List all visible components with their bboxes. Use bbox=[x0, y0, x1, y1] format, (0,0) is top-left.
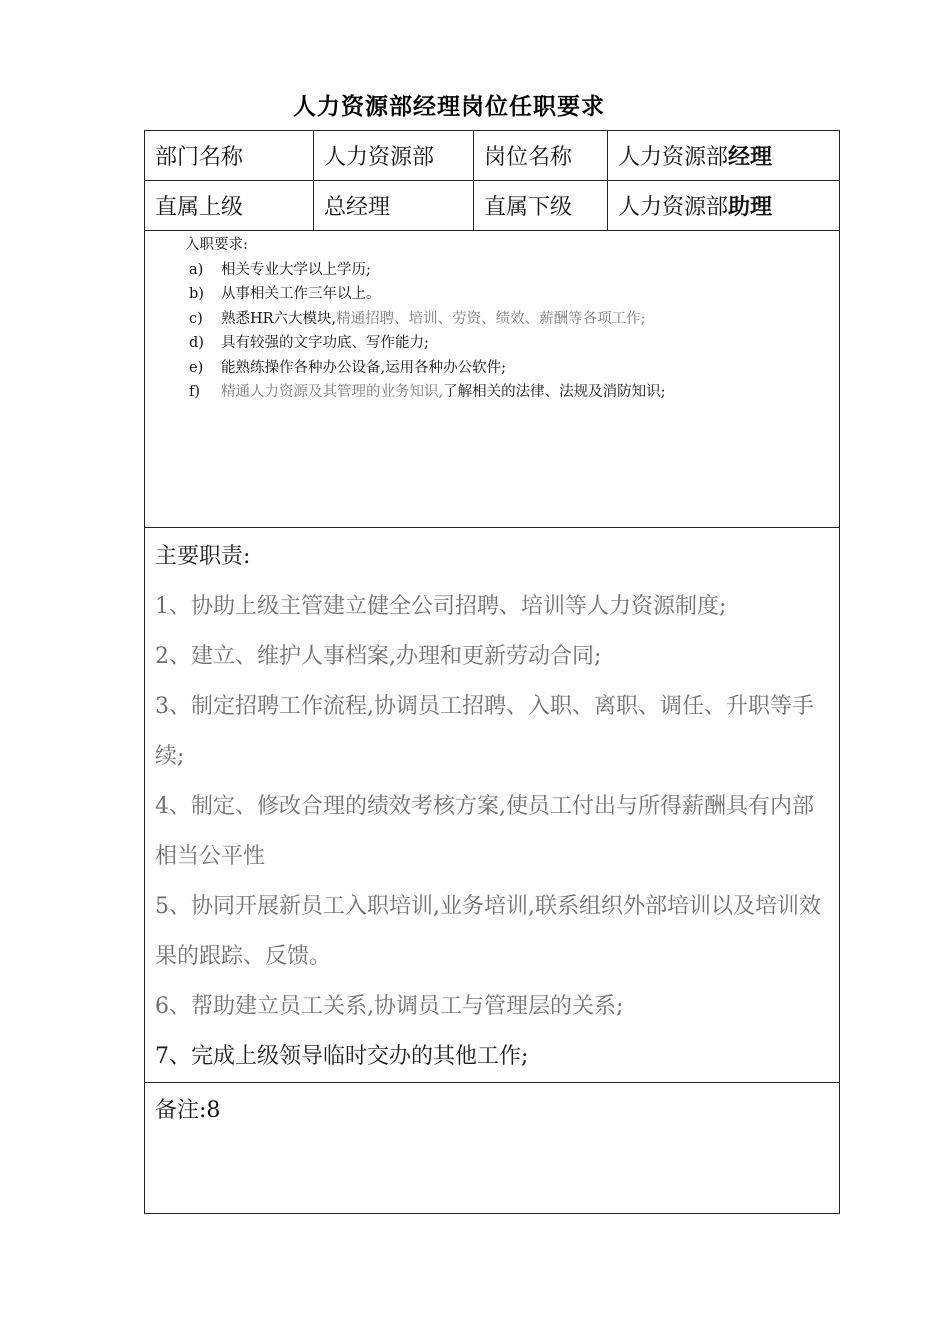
subordinate-value-prefix: 人力资源部 bbox=[618, 195, 729, 220]
duty-item: 6、帮助建立员工关系,协调员工与管理层的关系; bbox=[155, 994, 624, 1019]
item-marker: d) bbox=[189, 335, 204, 351]
requirement-item bbox=[185, 307, 833, 332]
item-text: 相关专业大学以上学历; bbox=[221, 261, 371, 278]
duty-item: 5、协同开展新员工入职培训,业务培训,联系组织外部培训以及培训效果的跟踪、反馈。 bbox=[155, 894, 821, 969]
duty-item: 2、建立、维护人事档案,办理和更新劳动合同; bbox=[155, 644, 602, 669]
requirements-list bbox=[185, 258, 833, 405]
item-marker: a) bbox=[189, 261, 204, 278]
requirement-item bbox=[185, 356, 833, 381]
item-text: 具有较强的文字功底、写作能力; bbox=[221, 335, 429, 351]
dept-label: 部门名称 bbox=[145, 131, 314, 181]
post-label: 岗位名称 bbox=[474, 131, 608, 181]
header-row-1 bbox=[145, 131, 840, 181]
subordinate-value bbox=[608, 181, 840, 231]
requirement-item bbox=[185, 258, 833, 283]
requirements-heading: 入职要求: bbox=[185, 237, 248, 253]
requirement-item bbox=[185, 331, 833, 356]
item-marker: c) bbox=[189, 310, 203, 327]
note-cell: 备注:8 bbox=[145, 1083, 840, 1214]
requirement-item bbox=[185, 282, 833, 307]
superior-value: 总经理 bbox=[314, 181, 474, 231]
duty-item: 7、完成上级领导临时交办的其他工作; bbox=[155, 1044, 529, 1069]
note-row bbox=[145, 1083, 840, 1214]
duties-heading: 主要职责: bbox=[155, 544, 251, 569]
duty-item: 3、制定招聘工作流程,协调员工招聘、入职、离职、调任、升职等手续; bbox=[155, 694, 814, 769]
item-marker: b) bbox=[189, 286, 204, 302]
requirements-row bbox=[145, 231, 840, 528]
duty-item: 1、协助上级主管建立健全公司招聘、培训等人力资源制度; bbox=[155, 594, 727, 619]
post-value bbox=[608, 131, 840, 181]
page-title: 人力资源部经理岗位任职要求 bbox=[293, 94, 605, 120]
item-marker: f) bbox=[189, 384, 201, 400]
item-text-dark: 熟悉HR六大模块, bbox=[221, 310, 337, 327]
item-text: 从事相关工作三年以上。 bbox=[221, 286, 381, 302]
requirements-cell bbox=[145, 231, 840, 528]
item-text-dark: 了解相关的法律、法规及消防知识; bbox=[443, 384, 666, 400]
header-row-2 bbox=[145, 181, 840, 231]
item-marker: e) bbox=[189, 359, 204, 376]
post-value-prefix: 人力资源部 bbox=[618, 145, 729, 170]
duty-item: 4、制定、修改合理的绩效考核方案,使员工付出与所得薪酬具有内部相当公平性 bbox=[155, 794, 814, 869]
dept-value: 人力资源部 bbox=[314, 131, 474, 181]
item-text-gray: 精通人力资源及其管理的业务知识, bbox=[221, 384, 444, 400]
item-text-gray: 精通招聘、培训、劳资、绩效、薪酬等各项工作; bbox=[336, 310, 646, 327]
requirement-item bbox=[185, 380, 833, 405]
post-value-strong: 经理 bbox=[728, 145, 773, 170]
job-requirement-table bbox=[144, 130, 840, 1214]
superior-label: 直属上级 bbox=[145, 181, 314, 231]
subordinate-label: 直属下级 bbox=[474, 181, 608, 231]
item-text: 能熟练操作各种办公设备,运用各种办公软件; bbox=[221, 359, 506, 376]
duties-row bbox=[145, 528, 840, 1083]
duties-cell bbox=[145, 528, 840, 1083]
subordinate-value-strong: 助理 bbox=[728, 195, 773, 220]
